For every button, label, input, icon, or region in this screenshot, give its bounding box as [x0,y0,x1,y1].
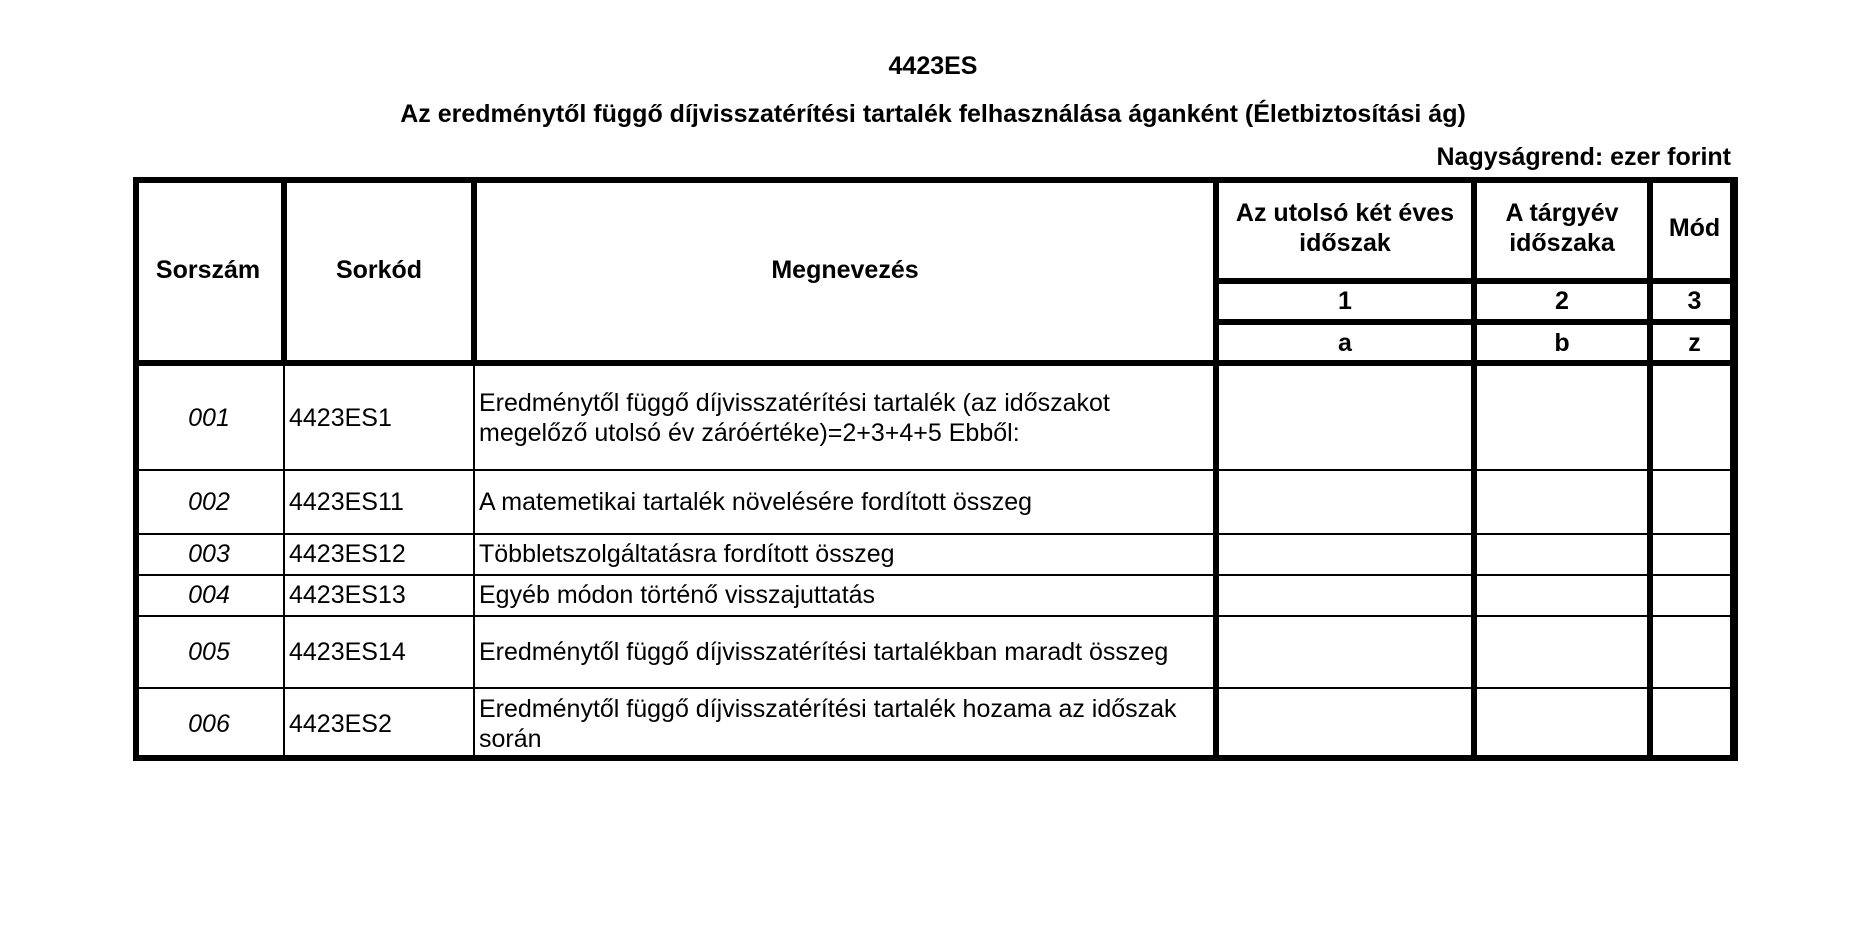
form-code-title: 4423ES [888,52,978,80]
header-col1-letter: a [1216,322,1474,363]
header-col2-letter: b [1474,322,1650,363]
row-code: 4423ES2 [284,688,474,760]
row-description: Eredménytől függő díjvisszatérítési tartalék (az időszakot megelőző utolsó év záróértéke)=2+3+4+5 Ebből: [474,363,1216,470]
header-col2-label: A tárgyév időszaka [1474,178,1650,281]
row-code: 4423ES1 [284,363,474,470]
row-code: 4423ES11 [284,470,474,534]
header-col3-letter: z [1650,322,1737,363]
header-sorszam: Sorszám [134,178,284,363]
table-outer-border [133,177,1736,761]
form-main-title: Az eredménytől függő díjvisszatérítési tartalék felhasználása áganként (Életbiztosítási ág) [400,100,1466,128]
header-col3-number: 3 [1650,281,1737,322]
row-code: 4423ES14 [284,616,474,688]
header-megnevezes: Megnevezés [474,178,1216,363]
row-number: 006 [134,688,284,760]
row-description: A matemetikai tartalék növelésére fordított összeg [474,470,1216,534]
row-description: Eredménytől függő díjvisszatérítési tartalékban maradt összeg [474,616,1216,688]
row-description: Többletszolgáltatásra fordított összeg [474,534,1216,575]
row-description: Egyéb módon történő visszajuttatás [474,575,1216,616]
row-description: Eredménytől függő díjvisszatérítési tartalék hozama az időszak során [474,688,1216,760]
header-col1-label: Az utolsó két éves időszak [1216,178,1474,281]
header-col3-label: Mód [1650,178,1737,281]
row-code: 4423ES13 [284,575,474,616]
row-code: 4423ES12 [284,534,474,575]
row-number: 003 [134,534,284,575]
row-number: 001 [134,363,284,470]
row-number: 002 [134,470,284,534]
header-col1-number: 1 [1216,281,1474,322]
row-number: 005 [134,616,284,688]
unit-label: Nagyságrend: ezer forint [1436,143,1731,171]
header-col2-number: 2 [1474,281,1650,322]
row-number: 004 [134,575,284,616]
header-sorkod: Sorkód [284,178,474,363]
